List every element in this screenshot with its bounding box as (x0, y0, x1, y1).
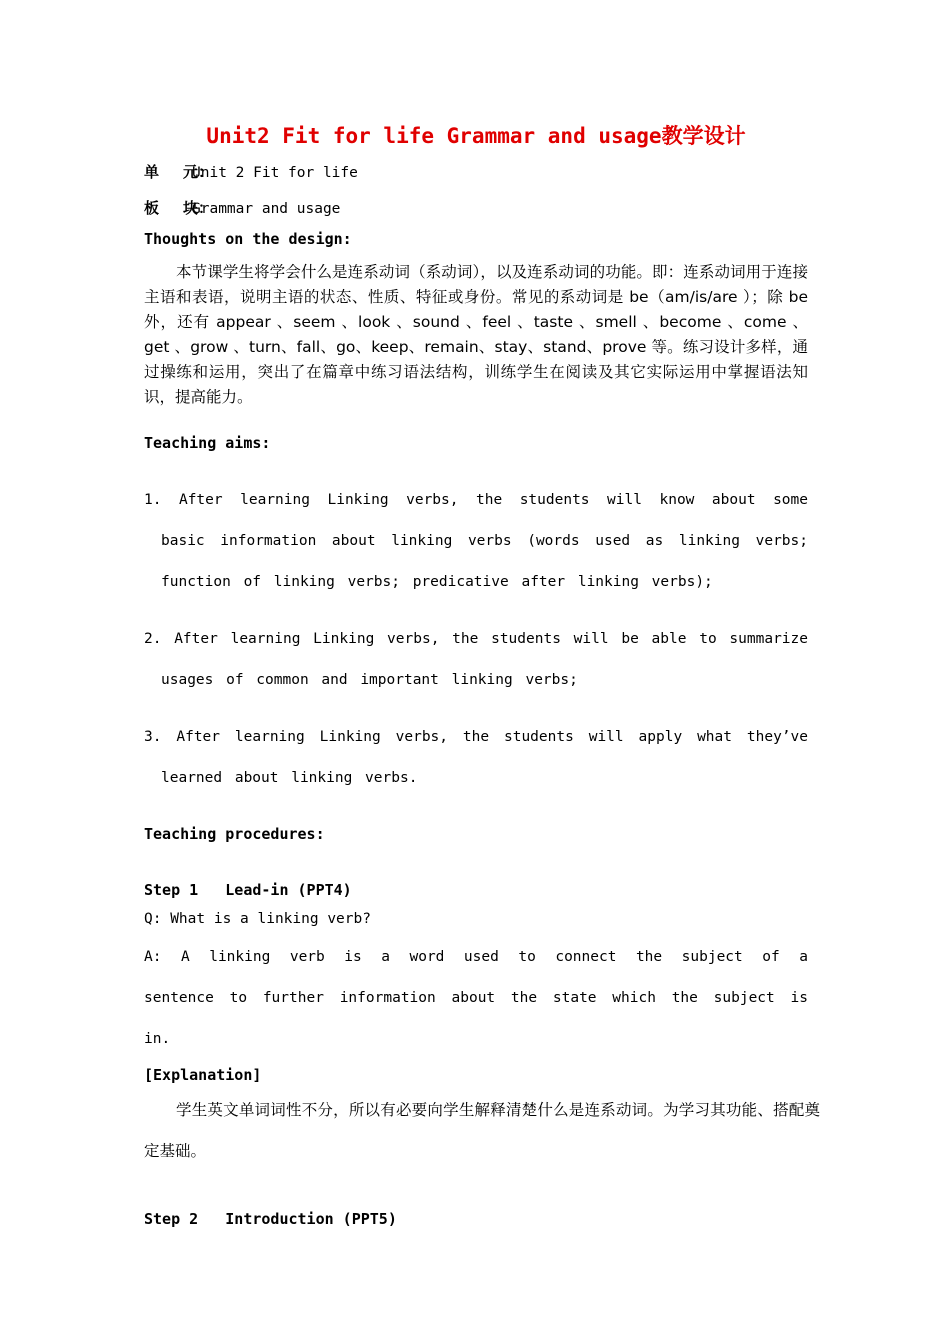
procedures-heading: Teaching procedures: (144, 825, 325, 843)
unit-value: Unit 2 Fit for life (192, 165, 358, 181)
aims-list (144, 480, 808, 799)
module-label: 板 块： (144, 199, 214, 217)
module-row (144, 190, 808, 226)
step1-answer: A: A linking verb is a word used to connect the subject of a sentence to further information about the state which the subject is in. (144, 949, 808, 1047)
explanation-label: [Explanation] (144, 1066, 262, 1084)
document-page (144, 120, 820, 1230)
aim-item: 3. After learning Linking verbs, the students will apply what they’ve learned about linking verbs. (144, 729, 808, 786)
module-value: Grammar and usage (192, 201, 341, 217)
thoughts-paragraph: 本节课学生将学会什么是连系动词（系动词），以及连系动词的功能。即：连系动词用于连接主语和表语，说明主语的状态、性质、特征或身份。常见的系动词是 be（am/is/are ）；除 be 外，还有 appear 、seem 、look 、sound 、feel 、taste 、smell 、become 、come 、get 、grow 、turn、fall、go、keep、remain、stay、stand、prove 等。练习设计多样，通过操练和运用，突出了在篇章中练习语法结构，训练学生在阅读及其它实际运用中掌握语法知识，提高能力。 (144, 263, 808, 406)
aims-heading: Teaching aims: (144, 434, 271, 452)
unit-label: 单 元： (144, 163, 214, 181)
step1-question: Q: What is a linking verb? (144, 911, 371, 927)
unit-row (144, 154, 808, 190)
aim-item: 2. After learning Linking verbs, the students will be able to summarize usages of common and important linking verbs; (144, 631, 808, 688)
step2-heading: Step 2 Introduction (PPT5) (144, 1210, 397, 1228)
explanation-paragraph: 学生英文单词词性不分，所以有必要向学生解释清楚什么是连系动词。为学习其功能、搭配奠定基础。 (144, 1101, 820, 1160)
step1-heading: Step 1 Lead-in (PPT4) (144, 881, 352, 899)
document-title: Unit2 Fit for life Grammar and usage教学设计 (206, 124, 746, 148)
aim-item: 1. After learning Linking verbs, the students will know about some basic information about linking verbs (words used as linking verbs; function of linking verbs; predicative after linking verbs); (144, 492, 808, 590)
thoughts-heading: Thoughts on the design: (144, 230, 352, 248)
